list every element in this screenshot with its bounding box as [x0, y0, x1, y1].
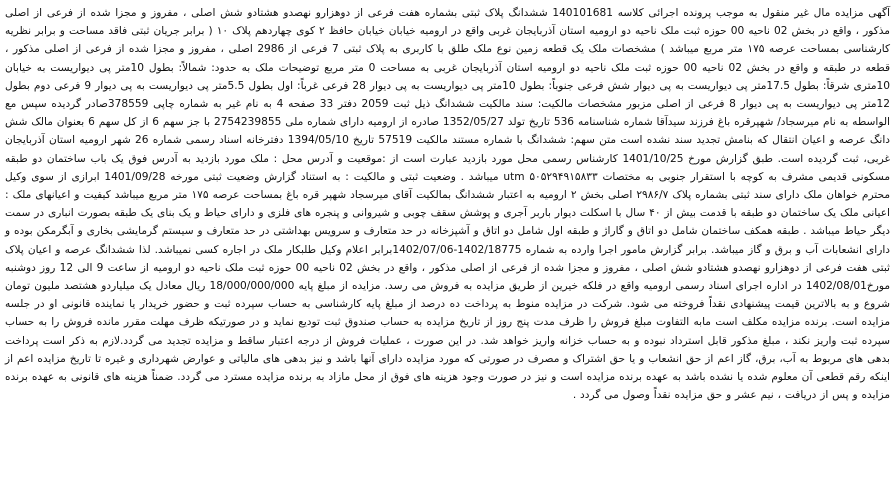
auction-notice-text: آگهی مزایده مال غیر منقول به موجب پرونده اجرائی کلاسه 140101681 ششدانگ پلاک ثبتی بشماره هفت فرعی از دوهزارو نهصدو هشتادو شش اصلی ، مفروز و مجزا شده از فرعی از اصلی مذکور ، واقع در بخش 02 ناحیه 00 حوزه ثبت ملک ناحیه دو ارومیه استان آذربایجان غربی واقع در ارومیه خیابان خیابان حافظ ۲ کوی چهاردهم پلاک ۱۰ ( برابر جریان ثبتی فاقد مساحت و برابر نظریه کارشناسی بمساحت عرصه ۱۷۵ متر مربع میباشد ) مشخصات ملک یک قطعه زمین نوع ملک طلق با کاربری به پلاک ثبتی 7 فرعی از 2986 اصلی ، مفروز و مجزا شده از فرعی از اصلی مذکور ، قطعه در طبقه و واقع در بخش 02 ناحیه 00 حوزه ثبت ملک ناحیه دو ارومیه استان آذربایجان غربی به مساحت 0 متر مربع توضیحات ملک به حدود: شمالاً: بطول 10متر پی دیواریست به خیابان 10متری شرقاً: بطول 17.5متر پی دیواریست به پی دیوار شش فرعی جنوباً: بطول 10متر پی دیواریست به پی دیوار 28 فرعی غرباً: اول بطول 5.5متر پی دیواریست به پی دیوار 9 فرعی دوم بطول 12متر پی دیواریست به پی دیوار 8 فرعی از اصلی مزبور مشخصات مالکیت: سند مالکیت ششدانگ ذیل ثبت 2059 دفتر 33 صفحه 4 به نام غیر به شماره چاپی 378559صادر گردیده سپس مع الواسطه به نام میرسجاد/ شهپرقره باغ فرزند سیدآقا شماره شناسنامه 536 تاریخ تولد 1352/05/27 صادره از ارومیه دارای شماره ملی 2754239855 با جز سهم 6 از کل سهم 6 بعنوان مالک شش دانگ عرصه و اعیان انتقال که بنامش تجدید سند نشده است متن سهم: ششدانگ با شماره مستند مالکیت 57519 تاریخ 1394/05/10 دفترخانه اسناد رسمی شماره 26 شهر ارومیه استان آذربایجان غربی، ثبت گردیده است. طبق گزارش مورخ 1401/10/25 کارشناس رسمی محل مورد بازدید عبارت است از :موقعیت و آدرس محل : ملک مورد بازدید به آدرس فوق یک باب ساختمان دو طبقه مسکونی قدیمی مشرف به کوچه با استقرار جنوبی به مختصات utm ۵۰۵۲۹۴۹۱۵۸۳۳ میباشد . وضعیت ثبتی و مالکیت : به استناد گزارش وضعیت ثبتی مورخه 1401/09/28 ابرازی از سوی وکیل محترم خواهان ملک دارای سند ثبتی بشماره پلاک ۲۹۸۶/۷ اصلی بخش ۲ ارومیه به اعتبار ششدانگ بمالکیت آقای میرسجاد شهپر قره باغ بمساحت عرصه ۱۷۵ متر مربع میباشد کیفیت و اعیانهای ملک : اعیانی ملک یک ساختمان دو طبقه با قدمت بیش از ۴۰ سال با اسکلت دیوار باربر آجری و پوشش سقف چوبی و شیروانی و پنجره های فلزی و دارای حیاط و یک بنای یک طبقه بصورت انباری در سمت دیگر حیاط میباشد . طبقه همکف ساختمان شامل دو اتاق و گاراژ و طبقه اول شامل دو اتاق و آشپزخانه در حد متعارف و سرویس بهداشتی در حد متعارف و سیستم گرمایشی بخاری و آبگرمکن بوده و دارای انشعابات آب و برق و گاز میباشد. برابر گزارش مامور اجرا وارده به شماره 1402/18775-1402/07/06برابر اعلام وکیل طلبکار ملک در اجاره کسی نمیباشد. لذا ششدانگ عرصه و اعیان پلاک ثبتی هفت فرعی از دوهزارو نهصدو هشتادو شش اصلی ، مفروز و مجزا شده از فرعی از اصلی مذکور ، واقع در بخش 02 ناحیه 00 حوزه ثبت ملک ناحیه دو ارومیه از ساعت 9 الی 12 روز دوشنبه مورخ1402/08/01 در اداره اجرای اسناد رسمی ارومیه واقع در فلکه خیرین از طریق مزایده به فروش می رسد. مزایده از مبلغ پایه 18/000/000/000 ریال معادل یک میلیاردو هشتصد ملیون تومان شروع و به بالاترین قیمت پیشنهادی نقداً فروخته می شود. شرکت در مزایده منوط به پرداخت ده درصد از مبلغ پایه کارشناسی به حساب سپرده ثبت و حضور خریدار یا نماینده قانونی او در جلسه مزایده است. برنده مزایده مکلف است مابه التفاوت مبلغ فروش را ظرف مدت پنج روز از تاریخ مزایده به حساب صندوق ثبت تودیع نماید و در صورتیکه ظرف مهلت مقرر مانده فروش را به حساب سپرده ثبت واریز نکند ، مبلغ مذکور قابل استرداد نبوده و به حساب خزانه واریز خواهد شد. در این صورت ، عملیات فروش از درجه اعتبار ساقط و مزایده تجدید می گردد.لازم به ذکر است پرداخت بدهی های مربوط به آب، برق، گاز اعم از حق انشعاب و یا حق اشتراک و مصرف در صورتی که مورد مزایده دارای آنها باشد و نیز بدهی های مالیاتی و عوارض شهرداری و غیره تا تاریخ مزایده اعم از اینکه رقم قطعی آن معلوم شده یا نشده باشد به عهده برنده مزایده است و نیز در صورت وجود هزینه های فوق از محل مازاد به برنده مزایده مسترد می گردد. ضمناً هزینه های قانونی به عهده برنده مزایده و پس از دریافت ، نیم عشر و حق مزایده نقداً وصول می گردد . — [5, 7, 891, 402]
